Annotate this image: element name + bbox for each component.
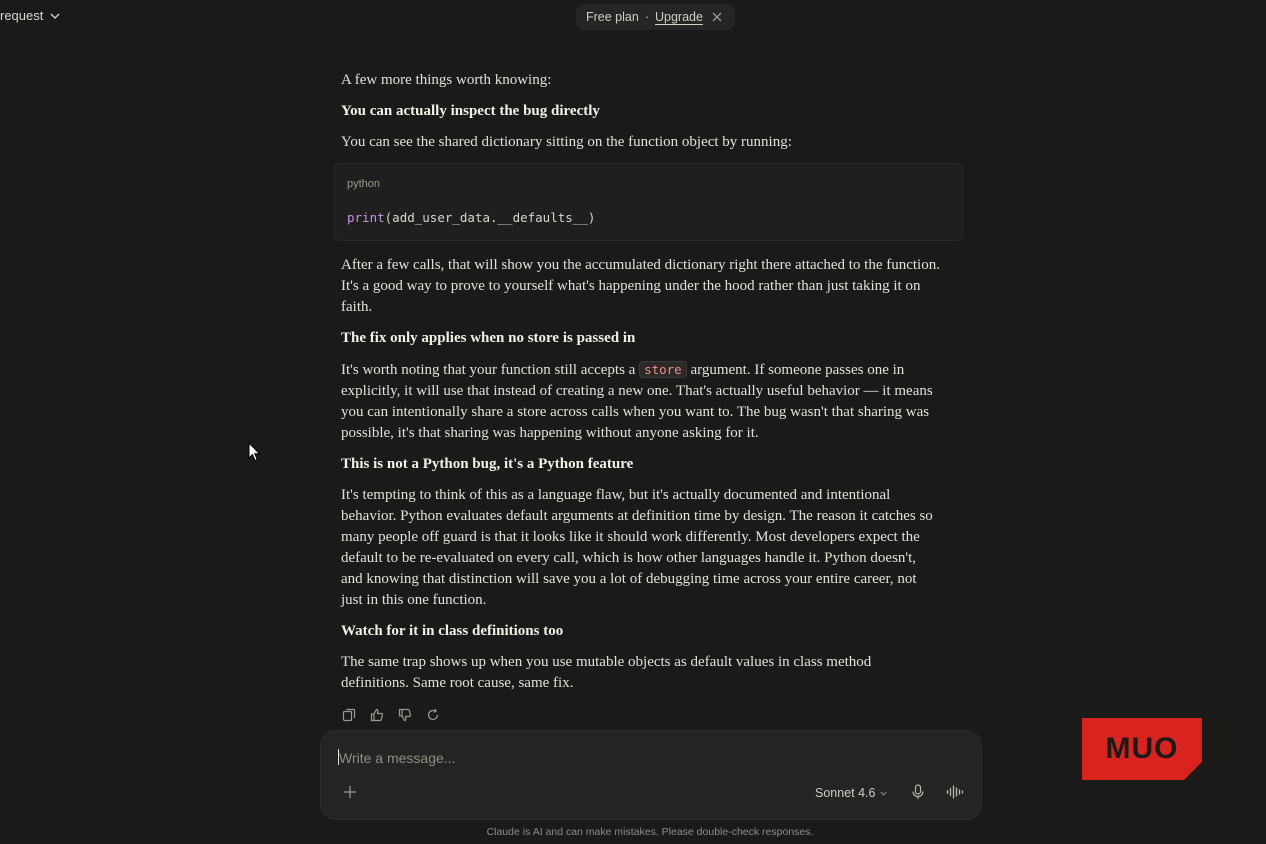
copy-icon xyxy=(342,708,356,722)
section-text-feature: It's tempting to think of this as a language flaw, but it's actually documented and intentional behavior. Python evaluates default arguments at definition time by design. The reason it catches so many people off guard is that it looks like it should work differently. Most developers expect the default to be re-evaluated on every call, which is how other languages handle it. Python doesn't, and knowing that distinction will save you a lot of debugging time across your entire career, not just in this one function. xyxy=(341,487,933,608)
section-text-fix xyxy=(341,359,941,444)
dictation-button[interactable] xyxy=(909,783,927,801)
text-caret xyxy=(338,749,339,765)
thumbs-down-button[interactable] xyxy=(396,706,414,724)
model-selector[interactable] xyxy=(815,783,888,803)
model-selector-label: Sonnet 4.6 xyxy=(815,786,876,800)
text-after-inline-code: argument. If someone passes one in explicitly, it will use that instead of creating a new one. That's actually useful behavior — it means you can intentionally share a store across calls when you want to. The bug wasn't that sharing was possible, it's that sharing was happening without anyone asking for it. xyxy=(341,362,933,441)
copy-button[interactable] xyxy=(340,706,358,724)
text-before-inline-code: It's worth noting that your function still accepts a xyxy=(341,362,640,378)
retry-button[interactable] xyxy=(424,706,442,724)
close-banner-button[interactable] xyxy=(709,9,725,25)
mouse-pointer-icon xyxy=(248,442,262,462)
code-language-label: python xyxy=(347,178,381,190)
thumbs-down-icon xyxy=(398,708,412,722)
add-attachment-button[interactable] xyxy=(341,783,359,801)
section-heading-feature: This is not a Python bug, it's a Python feature xyxy=(341,456,634,472)
intro-text: A few more things worth knowing: xyxy=(341,72,552,88)
plus-icon xyxy=(343,785,357,799)
close-icon xyxy=(712,12,722,22)
section-text-inspect: You can see the shared dictionary sitting on the function object by running: xyxy=(341,134,792,150)
muo-logo-text: MUO xyxy=(1105,732,1179,765)
upgrade-link[interactable]: Upgrade xyxy=(654,10,703,24)
message-input[interactable] xyxy=(337,745,941,771)
message-composer xyxy=(320,730,982,820)
microphone-icon xyxy=(911,784,925,800)
code-line xyxy=(347,207,950,228)
voice-mode-button[interactable] xyxy=(945,783,965,801)
thumbs-up-icon xyxy=(370,708,384,722)
conversation-title-label: request xyxy=(0,8,44,23)
section-heading-inspect: You can actually inspect the bug directly xyxy=(341,103,600,119)
logo-corner xyxy=(1184,762,1202,780)
disclaimer-text: Claude is AI and can make mistakes. Please double-check responses. xyxy=(486,826,814,838)
conversation-title[interactable] xyxy=(0,8,61,23)
code-function-token: print xyxy=(347,210,385,225)
code-rest-token: (add_user_data.__defaults__) xyxy=(384,210,596,225)
assistant-message xyxy=(341,70,941,704)
chevron-down-icon xyxy=(49,10,61,22)
code-block xyxy=(334,163,963,241)
retry-icon xyxy=(426,708,440,722)
plan-label: Free plan xyxy=(586,10,639,24)
after-code-text: After a few calls, that will show you the accumulated dictionary right there attached to the function. It's a good way to prove to yourself what's happening under the hood rather than just taking it on faith. xyxy=(341,257,940,315)
section-heading-class: Watch for it in class definitions too xyxy=(341,623,564,639)
thumbs-up-button[interactable] xyxy=(368,706,386,724)
plan-banner xyxy=(576,4,735,30)
section-heading-fix: The fix only applies when no store is passed in xyxy=(341,330,636,346)
section-text-class: The same trap shows up when you use mutable objects as default values in class method definitions. Same root cause, same fix. xyxy=(341,654,872,691)
plan-separator: · xyxy=(644,10,649,24)
muo-logo xyxy=(1082,718,1202,780)
message-actions xyxy=(340,706,442,724)
chevron-down-icon xyxy=(879,789,888,798)
inline-code-store: store xyxy=(639,361,687,378)
audio-waveform-icon xyxy=(946,785,964,799)
